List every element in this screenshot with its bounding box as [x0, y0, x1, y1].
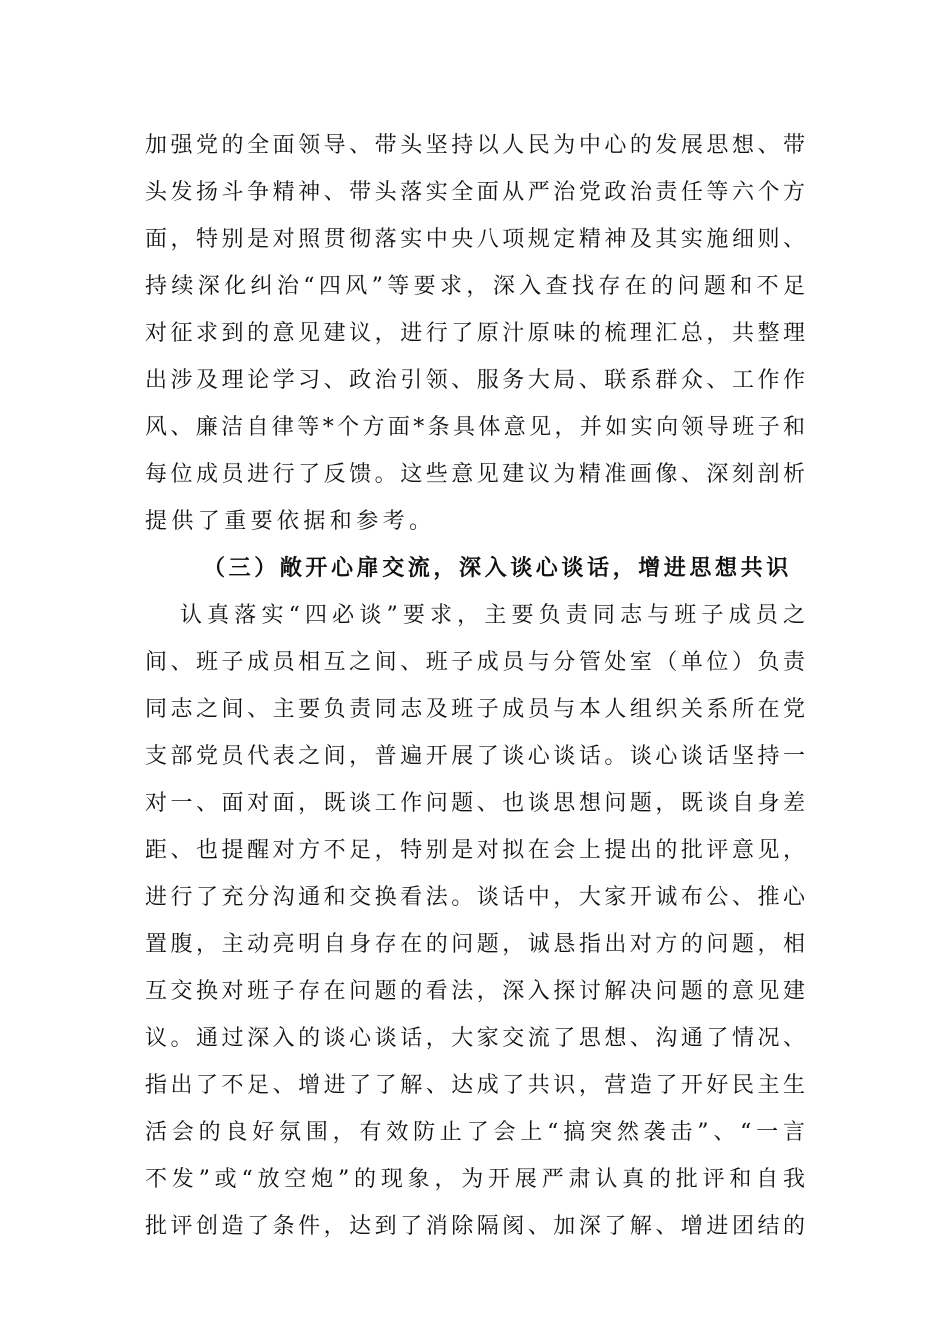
document-page [145, 122, 805, 1250]
section-heading: （三）敞开心扉交流，深入谈心谈话，增进思想共识 [203, 555, 792, 581]
text-line: 提供了重要依据和参考。 [145, 509, 436, 534]
text-line: 同志之间、主要负责同志及班子成员与本人组织关系所在党 [145, 697, 805, 722]
text-line: 不发”或“放空炮”的现象，为开展严肃认真的批评和自我 [145, 1167, 805, 1192]
text-line: 批评创造了条件，达到了消除隔阂、加深了解、增进团结的 [145, 1214, 805, 1239]
text-line: 持续深化纠治“四风”等要求，深入查找存在的问题和不足 [145, 274, 805, 299]
text-line: 进行了充分沟通和交换看法。谈话中，大家开诚布公、推心 [145, 885, 805, 910]
text-line: 面，特别是对照贯彻落实中央八项规定精神及其实施细则、 [145, 227, 805, 252]
text-line: 头发扬斗争精神、带头落实全面从严治党政治责任等六个方 [145, 180, 805, 205]
text-line: 间、班子成员相互之间、班子成员与分管处室（单位）负责 [145, 650, 805, 675]
text-line: 支部党员代表之间，普遍开展了谈心谈话。谈心谈话坚持一 [145, 744, 805, 769]
text-line: 认真落实“四必谈”要求，主要负责同志与班子成员之 [180, 603, 805, 628]
text-line: 活会的良好氛围，有效防止了会上“搞突然袭击”、“一言 [145, 1120, 805, 1145]
text-line: 风、廉洁自律等*个方面*条具体意见，并如实向领导班子和 [145, 415, 805, 440]
text-line: 出涉及理论学习、政治引领、服务大局、联系群众、工作作 [145, 368, 805, 393]
text-line: 对征求到的意见建议，进行了原汁原味的梳理汇总，共整理 [145, 321, 805, 346]
text-line: 议。通过深入的谈心谈话，大家交流了思想、沟通了情况、 [145, 1026, 805, 1051]
text-line: 对一、面对面，既谈工作问题、也谈思想问题，既谈自身差 [145, 791, 805, 816]
text-line: 每位成员进行了反馈。这些意见建议为精准画像、深刻剖析 [145, 462, 805, 487]
text-line: 距、也提醒对方不足，特别是对拟在会上提出的批评意见， [145, 838, 805, 863]
text-line: 互交换对班子存在问题的看法，深入探讨解决问题的意见建 [145, 979, 805, 1004]
paragraph-feedback [145, 122, 805, 545]
text-line: 指出了不足、增进了了解、达成了共识，营造了开好民主生 [145, 1073, 805, 1098]
paragraph-heart-to-heart-talks [145, 592, 805, 1250]
text-line: 加强党的全面领导、带头坚持以人民为中心的发展思想、带 [145, 133, 805, 158]
text-line: 置腹，主动亮明自身存在的问题，诚恳指出对方的问题，相 [145, 932, 805, 957]
